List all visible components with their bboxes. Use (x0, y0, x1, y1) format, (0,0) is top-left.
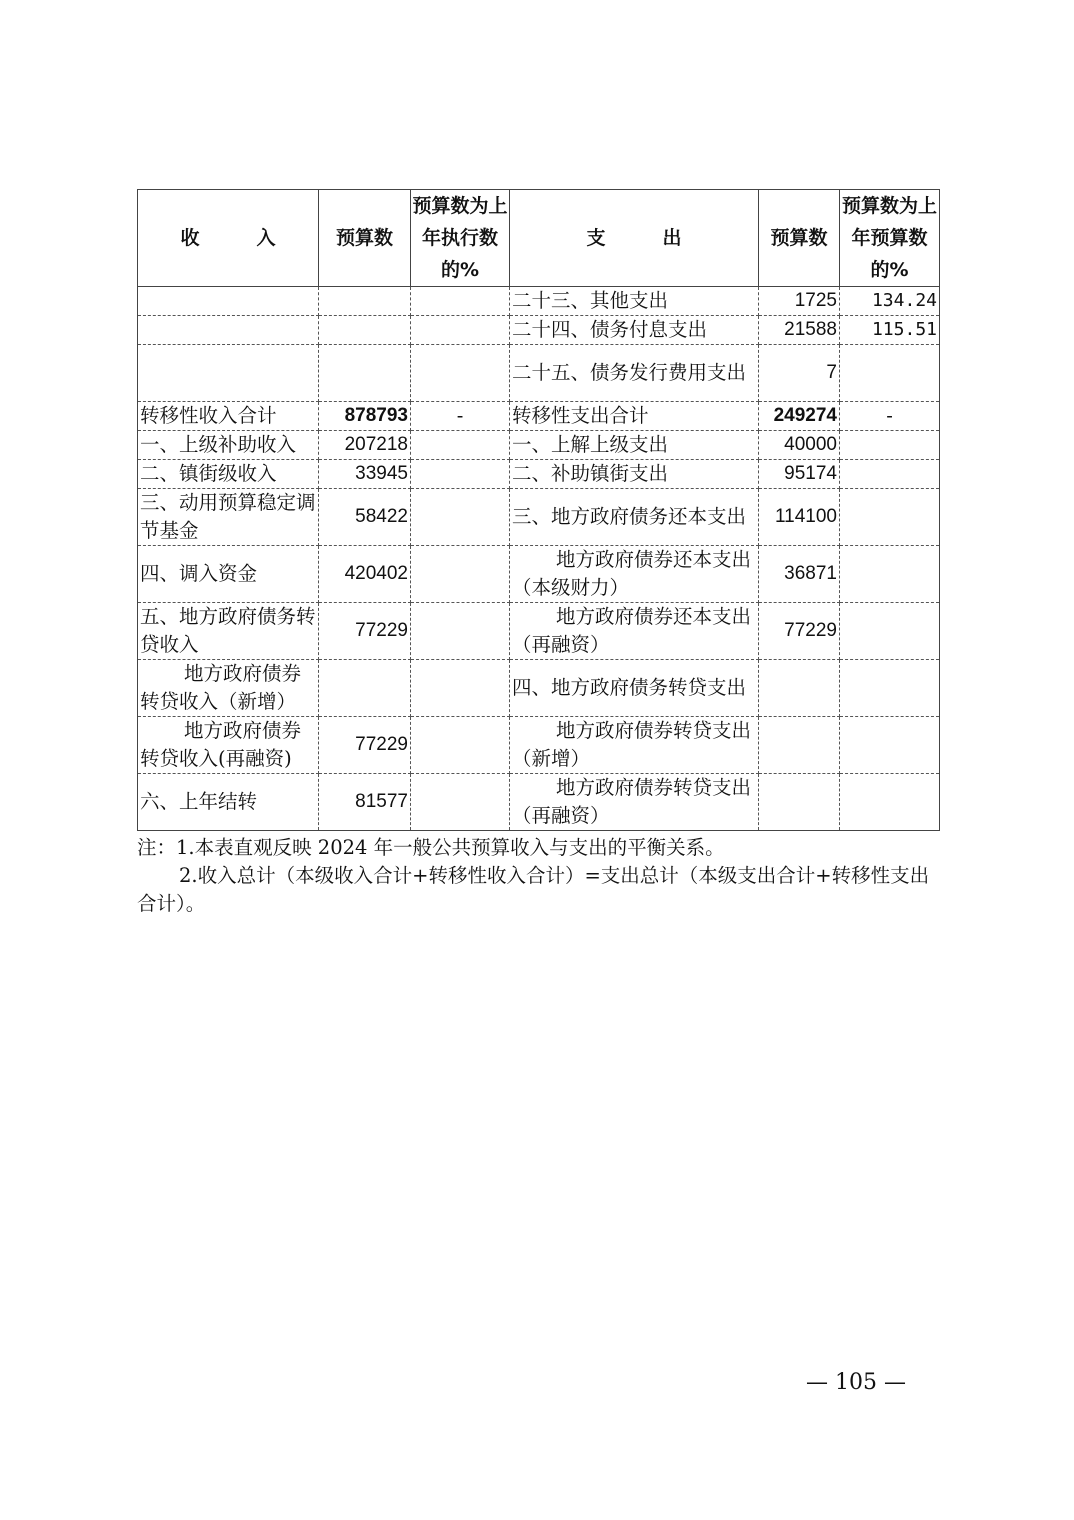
income-ratio (411, 287, 510, 316)
expense-item: 地方政府债券还本支出（本级财力） (510, 546, 759, 603)
expense-ratio (840, 603, 940, 660)
income-value: 420402 (319, 546, 411, 603)
expense-value: 7 (759, 345, 840, 402)
expense-value: 114100 (759, 489, 840, 546)
income-value: 878793 (319, 402, 411, 431)
expense-value (759, 774, 840, 831)
income-value: 33945 (319, 460, 411, 489)
income-value: 77229 (319, 603, 411, 660)
expense-item: 地方政府债券转贷支出（再融资） (510, 774, 759, 831)
income-item (138, 316, 319, 345)
income-item: 二、镇街级收入 (138, 460, 319, 489)
expense-ratio: 115.51 (840, 316, 940, 345)
expense-item: 二十五、债务发行费用支出 (510, 345, 759, 402)
table-row (138, 345, 940, 402)
table-row (138, 774, 940, 831)
income-item: 六、上年结转 (138, 774, 319, 831)
income-ratio (411, 717, 510, 774)
expense-value: 95174 (759, 460, 840, 489)
income-value: 81577 (319, 774, 411, 831)
table-row (138, 402, 940, 431)
table-row (138, 660, 940, 717)
table-row (138, 460, 940, 489)
income-ratio (411, 345, 510, 402)
expense-ratio (840, 717, 940, 774)
note-line-1: 注：1.本表直观反映 2024 年一般公共预算收入与支出的平衡关系。 (137, 836, 725, 859)
expense-item: 二、补助镇街支出 (510, 460, 759, 489)
income-item (138, 287, 319, 316)
expense-ratio (840, 489, 940, 546)
expense-item: 四、地方政府债务转贷支出 (510, 660, 759, 717)
expense-value: 40000 (759, 431, 840, 460)
expense-ratio (840, 431, 940, 460)
note-line-2: 2.收入总计（本级收入合计+转移性收入合计）=支出总计（本级支出合计+转移性支出合计）。 (137, 864, 930, 915)
expense-value: 36871 (759, 546, 840, 603)
expense-ratio (840, 660, 940, 717)
income-ratio (411, 431, 510, 460)
expense-item: 地方政府债券转贷支出（新增） (510, 717, 759, 774)
table-row (138, 717, 940, 774)
income-item: 四、调入资金 (138, 546, 319, 603)
income-value: 77229 (319, 717, 411, 774)
expense-value: 77229 (759, 603, 840, 660)
income-value (319, 345, 411, 402)
expense-item: 一、上解上级支出 (510, 431, 759, 460)
header-budget-left: 预算数 (319, 190, 411, 287)
page-number: — 105 — (806, 1370, 906, 1395)
income-item: 五、地方政府债务转贷收入 (138, 603, 319, 660)
income-item: 一、上级补助收入 (138, 431, 319, 460)
header-ratio-right: 预算数为上年预算数的% (840, 190, 940, 287)
expense-ratio (840, 460, 940, 489)
expense-value: 249274 (759, 402, 840, 431)
income-value (319, 287, 411, 316)
income-item: 转移性收入合计 (138, 402, 319, 431)
income-ratio (411, 546, 510, 603)
income-ratio (411, 489, 510, 546)
income-value (319, 316, 411, 345)
income-value (319, 660, 411, 717)
expense-item: 地方政府债券还本支出（再融资） (510, 603, 759, 660)
income-item: 三、动用预算稳定调节基金 (138, 489, 319, 546)
header-income: 收 入 (138, 190, 319, 287)
expense-value (759, 660, 840, 717)
income-value: 207218 (319, 431, 411, 460)
table-row (138, 489, 940, 546)
expense-value: 21588 (759, 316, 840, 345)
income-ratio (411, 660, 510, 717)
header-ratio-left: 预算数为上年执行数的% (411, 190, 510, 287)
expense-item: 三、地方政府债务还本支出 (510, 489, 759, 546)
expense-ratio (840, 345, 940, 402)
income-ratio (411, 603, 510, 660)
income-item: 地方政府债券转贷收入(再融资) (138, 717, 319, 774)
table-row (138, 603, 940, 660)
table-notes (137, 834, 937, 918)
income-ratio (411, 316, 510, 345)
expense-value (759, 717, 840, 774)
table-row (138, 431, 940, 460)
table-row (138, 546, 940, 603)
header-budget-right: 预算数 (759, 190, 840, 287)
expense-ratio (840, 774, 940, 831)
table-row (138, 316, 940, 345)
income-value: 58422 (319, 489, 411, 546)
expense-value: 1725 (759, 287, 840, 316)
expense-ratio: - (840, 402, 940, 431)
income-item: 地方政府债券转贷收入（新增） (138, 660, 319, 717)
income-item (138, 345, 319, 402)
expense-ratio: 134.24 (840, 287, 940, 316)
table-row (138, 287, 940, 316)
income-ratio (411, 774, 510, 831)
income-ratio (411, 460, 510, 489)
budget-balance-table (137, 189, 940, 831)
expense-item: 二十三、其他支出 (510, 287, 759, 316)
header-expense: 支 出 (510, 190, 759, 287)
expense-item: 转移性支出合计 (510, 402, 759, 431)
table-header-row (138, 190, 940, 287)
income-ratio: - (411, 402, 510, 431)
expense-ratio (840, 546, 940, 603)
expense-item: 二十四、债务付息支出 (510, 316, 759, 345)
